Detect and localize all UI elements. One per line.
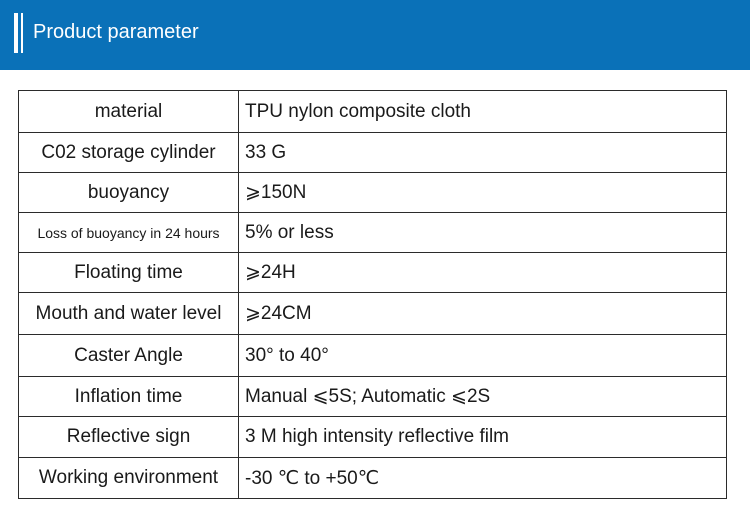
- row-value: TPU nylon composite cloth: [239, 91, 727, 133]
- header-accent-bar: [14, 13, 18, 53]
- table-row: [19, 335, 727, 377]
- header-banner: [0, 0, 750, 70]
- row-label: Floating time: [19, 253, 239, 293]
- row-value: ⩾24H: [239, 253, 727, 293]
- page-title: Product parameter: [33, 21, 199, 43]
- row-label: buoyancy: [19, 173, 239, 213]
- table-row: [19, 133, 727, 173]
- row-label: Caster Angle: [19, 335, 239, 377]
- row-label: Working environment: [19, 458, 239, 499]
- row-value: ⩾150N: [239, 173, 727, 213]
- row-label: Mouth and water level: [19, 293, 239, 335]
- parameter-table: [18, 90, 727, 499]
- table-row: [19, 377, 727, 417]
- row-value: 5% or less: [239, 213, 727, 253]
- header-accent-bar-thin: [21, 13, 23, 53]
- table-row: [19, 417, 727, 458]
- row-value: ⩾24CM: [239, 293, 727, 335]
- row-value: 3 M high intensity reflective film: [239, 417, 727, 458]
- row-label: Reflective sign: [19, 417, 239, 458]
- row-label: Inflation time: [19, 377, 239, 417]
- table-row: [19, 253, 727, 293]
- table-row: [19, 458, 727, 499]
- row-value: 30° to 40°: [239, 335, 727, 377]
- row-label: material: [19, 91, 239, 133]
- table-row: [19, 213, 727, 253]
- row-value: 33 G: [239, 133, 727, 173]
- table-row: [19, 293, 727, 335]
- row-label: Loss of buoyancy in 24 hours: [19, 213, 239, 253]
- row-value: Manual ⩽5S; Automatic ⩽2S: [239, 377, 727, 417]
- table-row: [19, 173, 727, 213]
- table-row: [19, 91, 727, 133]
- row-label: C02 storage cylinder: [19, 133, 239, 173]
- row-value: -30 ℃ to +50℃: [239, 458, 727, 499]
